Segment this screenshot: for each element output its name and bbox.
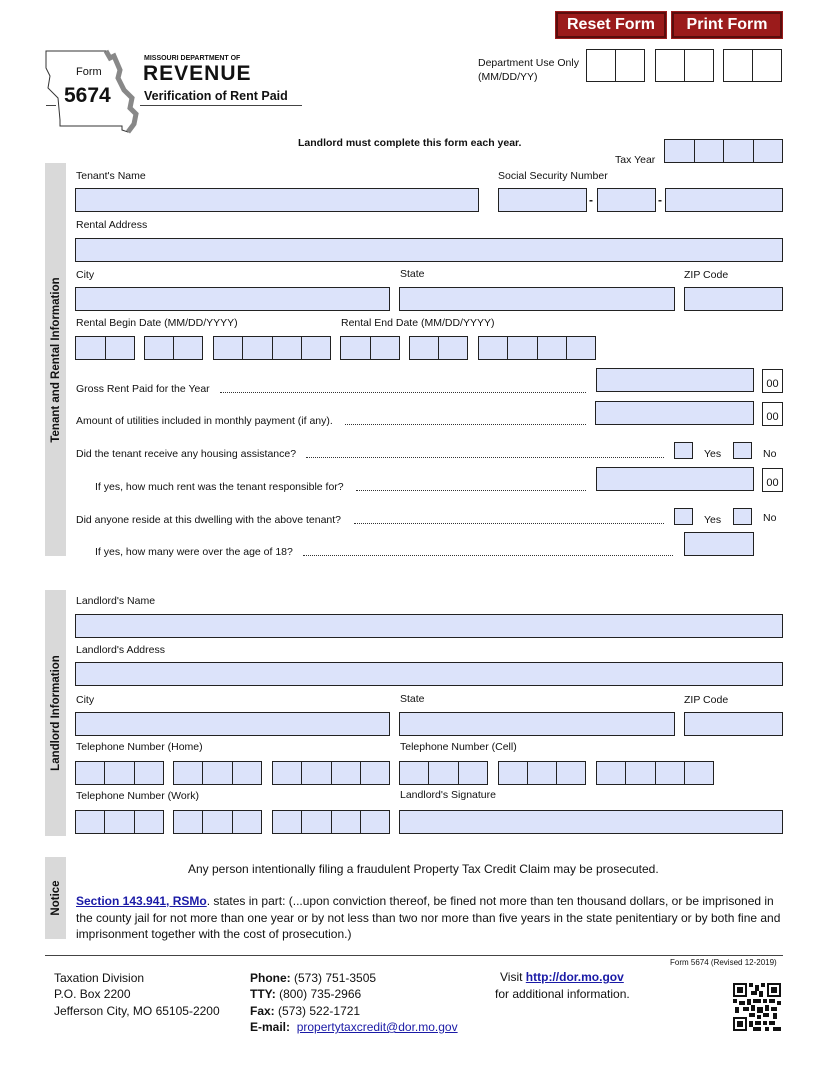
additional-info: for additional information.	[495, 987, 630, 1001]
landlord-address-input[interactable]	[75, 662, 783, 686]
landlord-section-sidebar	[45, 590, 66, 836]
phone-work-prefix[interactable]	[173, 810, 262, 834]
utilities-cents: 00	[762, 402, 783, 426]
rental-end-month[interactable]	[340, 336, 400, 360]
dept-use-format: (MM/DD/YY)	[478, 71, 538, 83]
phone-home-prefix[interactable]	[173, 761, 262, 785]
email-link[interactable]: propertytaxcredit@dor.mo.gov	[296, 1020, 458, 1034]
landlord-state-label: State	[400, 693, 425, 705]
phone-number: (573) 751-3505	[294, 971, 377, 985]
reside-no-label: No	[763, 512, 777, 524]
reside-yes-checkbox[interactable]	[674, 508, 693, 525]
rental-end-year[interactable]	[478, 336, 596, 360]
reside-leader	[354, 513, 664, 524]
assistance-no-checkbox[interactable]	[733, 442, 752, 459]
tty-line	[250, 987, 361, 1001]
tenant-state-label: State	[400, 268, 425, 280]
phone-home-line[interactable]	[272, 761, 390, 785]
revision-label: Form 5674 (Revised 12-2019)	[670, 958, 777, 967]
phone-caption: Phone:	[250, 971, 291, 985]
tenant-zip-label: ZIP Code	[684, 269, 729, 281]
phone-work-area[interactable]	[75, 810, 164, 834]
notice-warning: Any person intentionally filing a fraudulent Property Tax Credit Claim may be prosecuted.	[188, 862, 659, 876]
tenant-city-input[interactable]	[75, 287, 390, 311]
rental-begin-label: Rental Begin Date (MM/DD/YYYY)	[76, 317, 238, 329]
assistance-label: Did the tenant receive any housing assistance?	[76, 448, 297, 460]
phone-work-line[interactable]	[272, 810, 390, 834]
landlord-zip-label: ZIP Code	[684, 694, 729, 706]
revenue-logo-text: REVENUE	[143, 62, 252, 85]
landlord-city-label: City	[76, 694, 95, 706]
ssn-dash-2: -	[658, 193, 662, 207]
instructions: Landlord must complete this form each year.	[298, 137, 522, 149]
fax-line	[250, 1004, 360, 1018]
tenant-city-label: City	[76, 269, 95, 281]
rental-address-input[interactable]	[75, 238, 783, 262]
utilities-label: Amount of utilities included in monthly payment (if any).	[76, 415, 333, 427]
landlord-zip-input[interactable]	[684, 712, 783, 736]
signature-label: Landlord's Signature	[400, 789, 496, 801]
landlord-state-input[interactable]	[399, 712, 675, 736]
website-link[interactable]: http://dor.mo.gov	[525, 970, 624, 984]
fax-caption: Fax:	[250, 1004, 275, 1018]
statute-link[interactable]: Section 143.941, RSMo	[76, 894, 207, 908]
notice-section-sidebar	[45, 857, 66, 939]
phone-cell-area[interactable]	[399, 761, 488, 785]
form-word: Form	[76, 66, 102, 78]
tenant-name-input[interactable]	[75, 188, 479, 212]
city-zip: Jefferson City, MO 65105-2200	[54, 1004, 220, 1018]
statute-text: . states in part: (...upon conviction thereof, be fined not more than ten thousand dollars, or be imprisoned in the county jail for not more than one year or by not less than two nor more than five years in the state penitentiary or by both fine and imprisonment together with the cost of prosecution.)	[76, 894, 781, 941]
landlord-city-input[interactable]	[75, 712, 390, 736]
rental-begin-year[interactable]	[213, 336, 331, 360]
tenant-zip-input[interactable]	[684, 287, 783, 311]
dept-line: MISSOURI DEPARTMENT OF	[144, 55, 241, 62]
taxation-division: Taxation Division	[54, 971, 145, 985]
responsible-leader	[356, 480, 586, 491]
phone-home-area[interactable]	[75, 761, 164, 785]
qr-code-icon	[733, 983, 781, 1031]
ssn-part3-input[interactable]	[665, 188, 783, 212]
over18-input[interactable]	[684, 532, 754, 556]
visit-word: Visit	[500, 970, 523, 984]
notice-statute	[76, 893, 784, 943]
rental-begin-month[interactable]	[75, 336, 135, 360]
form-title: Verification of Rent Paid	[144, 89, 288, 103]
responsible-input[interactable]	[596, 467, 754, 491]
rental-end-label: Rental End Date (MM/DD/YYYY)	[341, 317, 495, 329]
over18-label: If yes, how many were over the age of 18?	[95, 546, 293, 558]
gross-rent-input[interactable]	[596, 368, 754, 392]
landlord-address-label: Landlord's Address	[76, 644, 165, 656]
phone-home-label: Telephone Number (Home)	[76, 741, 203, 753]
landlord-name-label: Landlord's Name	[76, 595, 156, 607]
dept-use-month[interactable]	[586, 49, 645, 82]
gross-rent-leader	[220, 382, 586, 393]
responsible-cents: 00	[762, 468, 783, 492]
email-caption: E-mail:	[250, 1020, 291, 1034]
dept-use-year[interactable]	[723, 49, 782, 82]
reside-yes-label: Yes	[704, 514, 722, 526]
visit-line	[500, 970, 624, 984]
reset-form-button[interactable]: Reset Form	[556, 12, 666, 38]
phone-line	[250, 971, 376, 985]
ssn-part2-input[interactable]	[597, 188, 656, 212]
tty-caption: TTY:	[250, 987, 276, 1001]
landlord-section-label: Landlord Information	[49, 655, 62, 771]
ssn-part1-input[interactable]	[498, 188, 587, 212]
tenant-section-label: Tenant and Rental Information	[49, 276, 62, 443]
dept-use-label: Department Use Only	[478, 57, 579, 69]
phone-work-label: Telephone Number (Work)	[76, 790, 199, 802]
tax-year-field[interactable]	[664, 139, 783, 163]
reside-no-checkbox[interactable]	[733, 508, 752, 525]
rental-address-label: Rental Address	[76, 219, 148, 231]
landlord-name-input[interactable]	[75, 614, 783, 638]
utilities-input[interactable]	[595, 401, 754, 425]
footer-rule	[45, 955, 783, 956]
tty-number: (800) 735-2966	[279, 987, 362, 1001]
notice-section-label: Notice	[49, 880, 62, 916]
tenant-name-label: Tenant's Name	[76, 170, 146, 182]
assistance-yes-label: Yes	[704, 448, 722, 460]
form-number-rule	[46, 105, 56, 106]
fax-number: (573) 522-1721	[278, 1004, 361, 1018]
title-rule	[140, 105, 302, 106]
phone-cell-line[interactable]	[596, 761, 714, 785]
over18-leader	[303, 545, 673, 556]
email-line	[250, 1020, 458, 1034]
tenant-state-input[interactable]	[399, 287, 675, 311]
phone-cell-prefix[interactable]	[498, 761, 586, 785]
reside-label: Did anyone reside at this dwelling with the above tenant?	[76, 514, 342, 526]
utilities-leader	[345, 414, 586, 425]
gross-rent-label: Gross Rent Paid for the Year	[76, 383, 210, 395]
rental-begin-day[interactable]	[144, 336, 203, 360]
rental-end-day[interactable]	[409, 336, 468, 360]
print-form-button[interactable]: Print Form	[672, 12, 782, 38]
signature-input[interactable]	[399, 810, 783, 834]
ssn-label: Social Security Number	[498, 170, 608, 182]
assistance-no-label: No	[763, 448, 777, 460]
form-number: 5674	[64, 84, 111, 107]
dept-use-day[interactable]	[655, 49, 714, 82]
po-box: P.O. Box 2200	[54, 987, 131, 1001]
gross-rent-cents: 00	[762, 369, 783, 393]
ssn-dash-1: -	[589, 193, 593, 207]
phone-cell-label: Telephone Number (Cell)	[400, 741, 517, 753]
assistance-leader	[306, 447, 664, 458]
tax-year-label: Tax Year	[615, 154, 656, 166]
responsible-label: If yes, how much rent was the tenant responsible for?	[95, 481, 344, 493]
assistance-yes-checkbox[interactable]	[674, 442, 693, 459]
tenant-section-sidebar	[45, 163, 66, 556]
